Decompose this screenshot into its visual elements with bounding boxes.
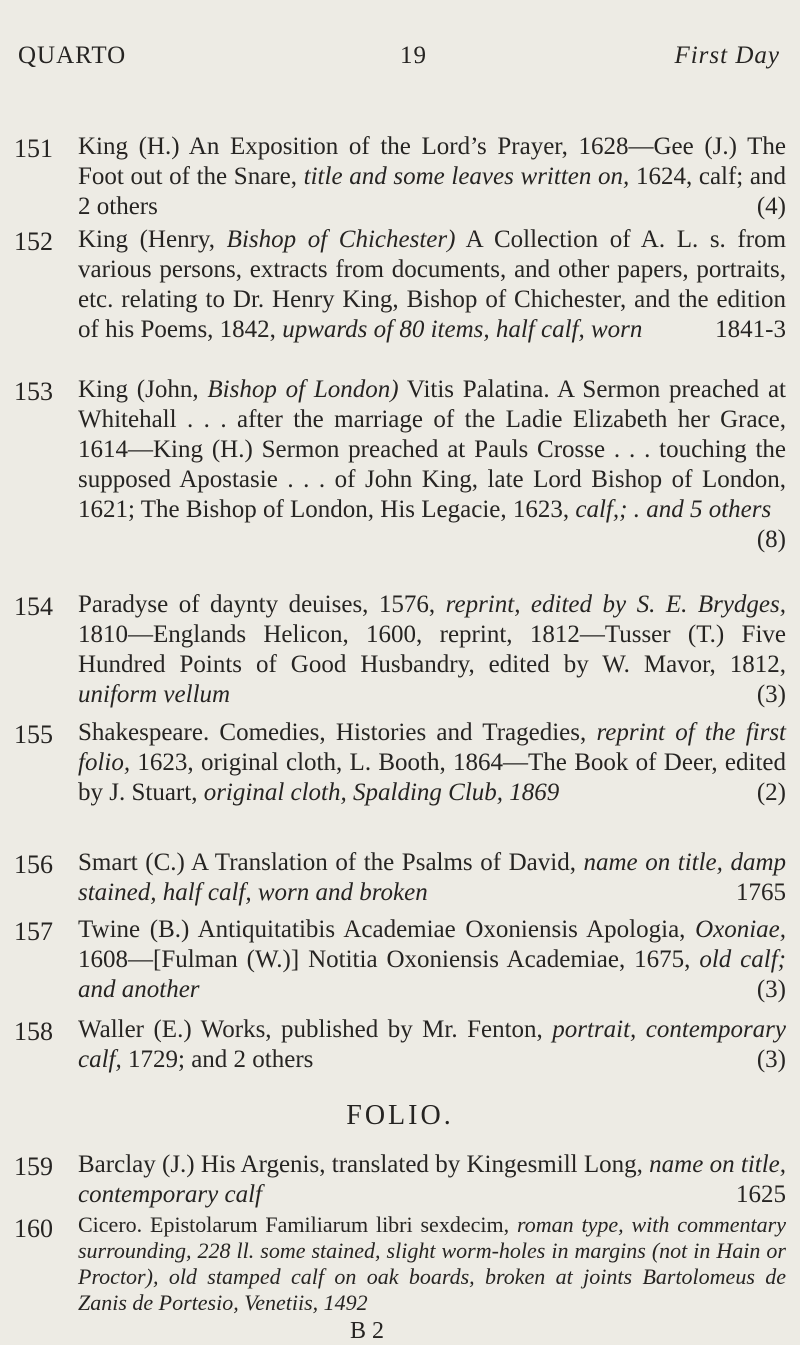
- lot-description: [78, 590, 786, 710]
- lot-entry: [14, 718, 786, 808]
- lot-text-italic: roman type, with commentary surrounding, 228 ll. some stained, slight worm-holes in margins (not in Hain or Proctor), old stamped calf on oak boards, broken at joints: [78, 1212, 786, 1289]
- lot-text: 1608—[Fulman (W.)] Notitia Oxoniensis Academiae, 1675,: [78, 946, 691, 973]
- lot-description: [78, 1150, 786, 1210]
- lot-quantity: (3): [756, 976, 786, 1003]
- lot-quantity: 1841-3: [715, 316, 786, 343]
- lot-number: 157: [14, 917, 53, 946]
- lot-text-italic: portrait, contemporary calf,: [78, 1016, 786, 1073]
- lot-number: 159: [14, 1152, 53, 1181]
- lot-description: [78, 132, 786, 222]
- lot-text: Shakespeare. Comedies, Histories and Tragedies,: [78, 719, 587, 746]
- lot-number: 156: [14, 850, 53, 879]
- lot-entry: [14, 375, 786, 555]
- lot-text: A Collection of A. L. s. from various persons, extracts from documents, and other papers, portraits, etc. relating to Dr. Henry King, Bishop of Chichester, and the edition of his Poems, 1842,: [78, 226, 787, 343]
- lot-text-italic: title and some leaves written on,: [303, 163, 630, 190]
- lot-quantity: (3): [756, 681, 786, 708]
- lot-text-italic: uniform vellum: [78, 681, 231, 708]
- lot-text-italic: name on title, damp stained, half calf, worn and broken: [78, 849, 786, 906]
- lot-text: King (John,: [78, 376, 199, 403]
- lot-quantity: (4): [756, 193, 786, 220]
- lot-text: (J.) The Foot out of the Snare,: [78, 133, 786, 190]
- lot-text: Barclay (J.) His Argenis, translated by Kingesmill Long,: [78, 1151, 643, 1178]
- lot-entry: [14, 225, 786, 345]
- header-day-label: First Day: [674, 42, 780, 69]
- lot-text: 1623, original cloth, L. Booth, 1864—The Book of Deer, edited by J. Stuart,: [78, 749, 787, 806]
- lot-text-italic: Bishop of Chichester): [226, 226, 456, 253]
- lot-entry: [14, 915, 786, 1005]
- lot-number: 158: [14, 1017, 53, 1046]
- lot-text: Smart (C.) A Translation of the Psalms of David,: [78, 849, 576, 876]
- lot-number: 153: [14, 377, 53, 406]
- lot-entry: [14, 132, 786, 222]
- page-number: 19: [400, 42, 427, 69]
- lot-description: [78, 225, 786, 345]
- lot-text-italic: Bartolomeus de Zanis de Portesio, Venetiis, 1492: [78, 1264, 787, 1315]
- lot-text: Twine (B.) Antiquitatibis Academiae Oxoniensis Apologia,: [78, 916, 686, 943]
- lot-text-italic: calf,; . and 5 others: [575, 496, 772, 523]
- lot-text-italic: old calf; and another: [78, 946, 786, 1003]
- lot-text-italic: reprint, edited by S. E. Brydges,: [445, 591, 787, 618]
- lot-entry: [14, 1015, 786, 1075]
- signature-mark: B 2: [350, 1318, 385, 1344]
- header-section-label: QUARTO: [18, 42, 127, 69]
- lot-text: 1810—Englands Helicon, 1600, reprint, 1812—Tusser (T.) Five Hundred Points of Good Husbandry, edited by W. Mavor, 1812,: [78, 621, 786, 678]
- lot-quantity: (2): [756, 779, 786, 806]
- lot-description: [78, 375, 786, 553]
- lot-entry: [14, 1150, 786, 1210]
- section-title: FOLIO.: [346, 1100, 454, 1131]
- lot-text-italic: upwards of 80 items, half calf, worn: [282, 316, 643, 343]
- lot-number: 155: [14, 720, 53, 749]
- lot-number: 152: [14, 227, 53, 256]
- lot-text-italic: Bishop of London): [207, 376, 399, 403]
- lot-text: Waller (E.) Works, published by Mr. Fenton,: [78, 1016, 543, 1043]
- lot-number: 151: [14, 134, 53, 163]
- lot-text-italic: original cloth, Spalding Club, 1869: [203, 779, 560, 806]
- lot-text-italic: Oxoniae,: [695, 916, 787, 943]
- lot-quantity: (3): [756, 1046, 786, 1073]
- lot-text: 1729; and 2 others: [128, 1046, 314, 1073]
- lot-number: 154: [14, 592, 53, 621]
- lot-text: King (Henry,: [78, 226, 216, 253]
- lot-entry: [14, 590, 786, 710]
- lot-description: [78, 1015, 786, 1075]
- lot-text: 1624, calf; and 2 others: [78, 163, 787, 220]
- lot-description: [78, 915, 786, 1005]
- lot-text-italic: name on title, contemporary calf: [78, 1151, 786, 1208]
- lot-number: 160: [14, 1214, 53, 1243]
- lot-quantity: 1625: [736, 1181, 786, 1208]
- lot-entry: [14, 1212, 786, 1316]
- page-header: [18, 42, 780, 82]
- lot-entry: [14, 848, 786, 908]
- lot-description: [78, 718, 786, 808]
- lot-quantity: (8): [756, 526, 786, 553]
- lot-text: Paradyse of daynty deuises, 1576,: [78, 591, 436, 618]
- lot-description: [78, 848, 786, 908]
- lot-description: [78, 1212, 786, 1316]
- lot-quantity: 1765: [736, 879, 786, 906]
- lot-text: Cicero. Epistolarum Familiarum libri sexdecim,: [78, 1212, 510, 1237]
- lot-text: Vitis Palatina. A Sermon preached at Whitehall . . . after the marriage of the Ladie Elizabeth her Grace, 1614—King (H.) Sermon preached at Pauls Crosse . . . touching the supposed Apostasie . . . of John King, late Lord Bishop of London, 1621; The Bishop of London, His Legacie, 1623,: [78, 376, 786, 523]
- lot-text: King (H.) An Exposition of the Lord’s Prayer, 1628—Gee: [78, 133, 694, 160]
- lot-text-italic: reprint of the first folio,: [78, 719, 787, 776]
